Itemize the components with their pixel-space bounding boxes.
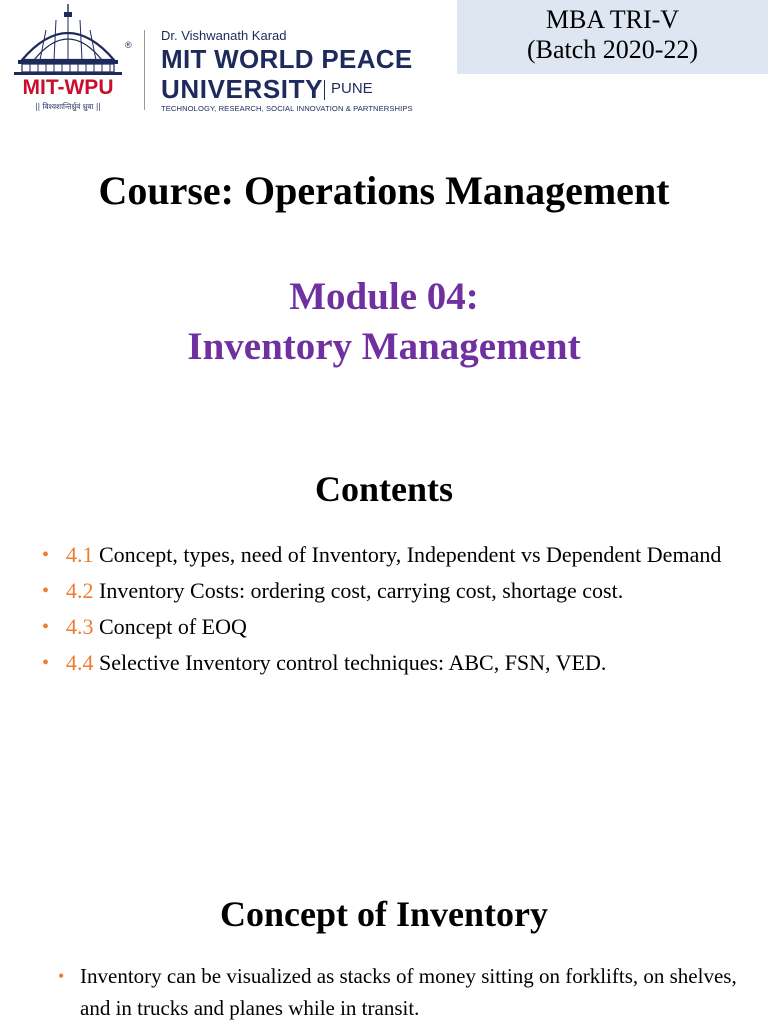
bullet-icon: • [42,544,50,566]
contents-list [40,540,740,684]
logo-divider [144,30,145,110]
module-title [0,272,768,372]
slide-header [0,0,768,125]
university-name-block [161,28,461,118]
bullet-icon: • [42,652,50,674]
logo-motto: || विश्वशान्तिर्ध्रुवं ध्रुवा || [35,102,101,111]
mit-wpu-logo-icon [6,2,130,114]
section-text: Concept of EOQ [99,614,247,639]
module-name: Inventory Management [187,325,581,368]
section-text: Concept, types, need of Inventory, Independent vs Dependent Demand [99,542,722,567]
section-text: Selective Inventory control techniques: ABC, FSN, VED. [99,650,607,675]
section-number: 4.3 [66,614,94,639]
module-number: Module 04: [289,275,479,318]
bullet-icon: • [42,580,50,602]
bullet-icon: • [58,966,65,986]
program-label: MBA TRI-V [545,5,680,34]
section-number: 4.1 [66,542,94,567]
batch-box [457,0,768,74]
section-number: 4.4 [66,650,94,675]
university-city: PUNE [331,80,373,97]
list-item [40,648,740,678]
registered-mark: ® [125,40,132,50]
bullet-icon: • [42,616,50,638]
contents-heading: Contents [314,469,453,509]
section-number: 4.2 [66,578,94,603]
logo-wordmark: MIT-WPU [22,76,114,99]
list-item [40,576,740,606]
list-item [40,612,740,642]
university-name-line1: MIT WORLD PEACE [161,44,413,74]
section-text: Inventory Costs: ordering cost, carrying cost, shortage cost. [99,578,624,603]
batch-label: (Batch 2020-22) [526,35,699,64]
list-item [56,960,746,1024]
concept-text: Inventory can be visualized as stacks of money sitting on forklifts, on shelves, and in trucks and planes while in transit. [80,964,737,1020]
list-item [40,540,740,570]
city-separator [324,80,325,100]
university-name-line2: UNIVERSITY [161,74,324,104]
concept-heading: Concept of Inventory [220,894,548,934]
course-title: Course: Operations Management [98,168,670,213]
university-founder: Dr. Vishwanath Karad [161,28,287,43]
concept-list [56,960,746,1024]
university-tagline: TECHNOLOGY, RESEARCH, SOCIAL INNOVATION & PARTNERSHIPS [161,104,413,113]
